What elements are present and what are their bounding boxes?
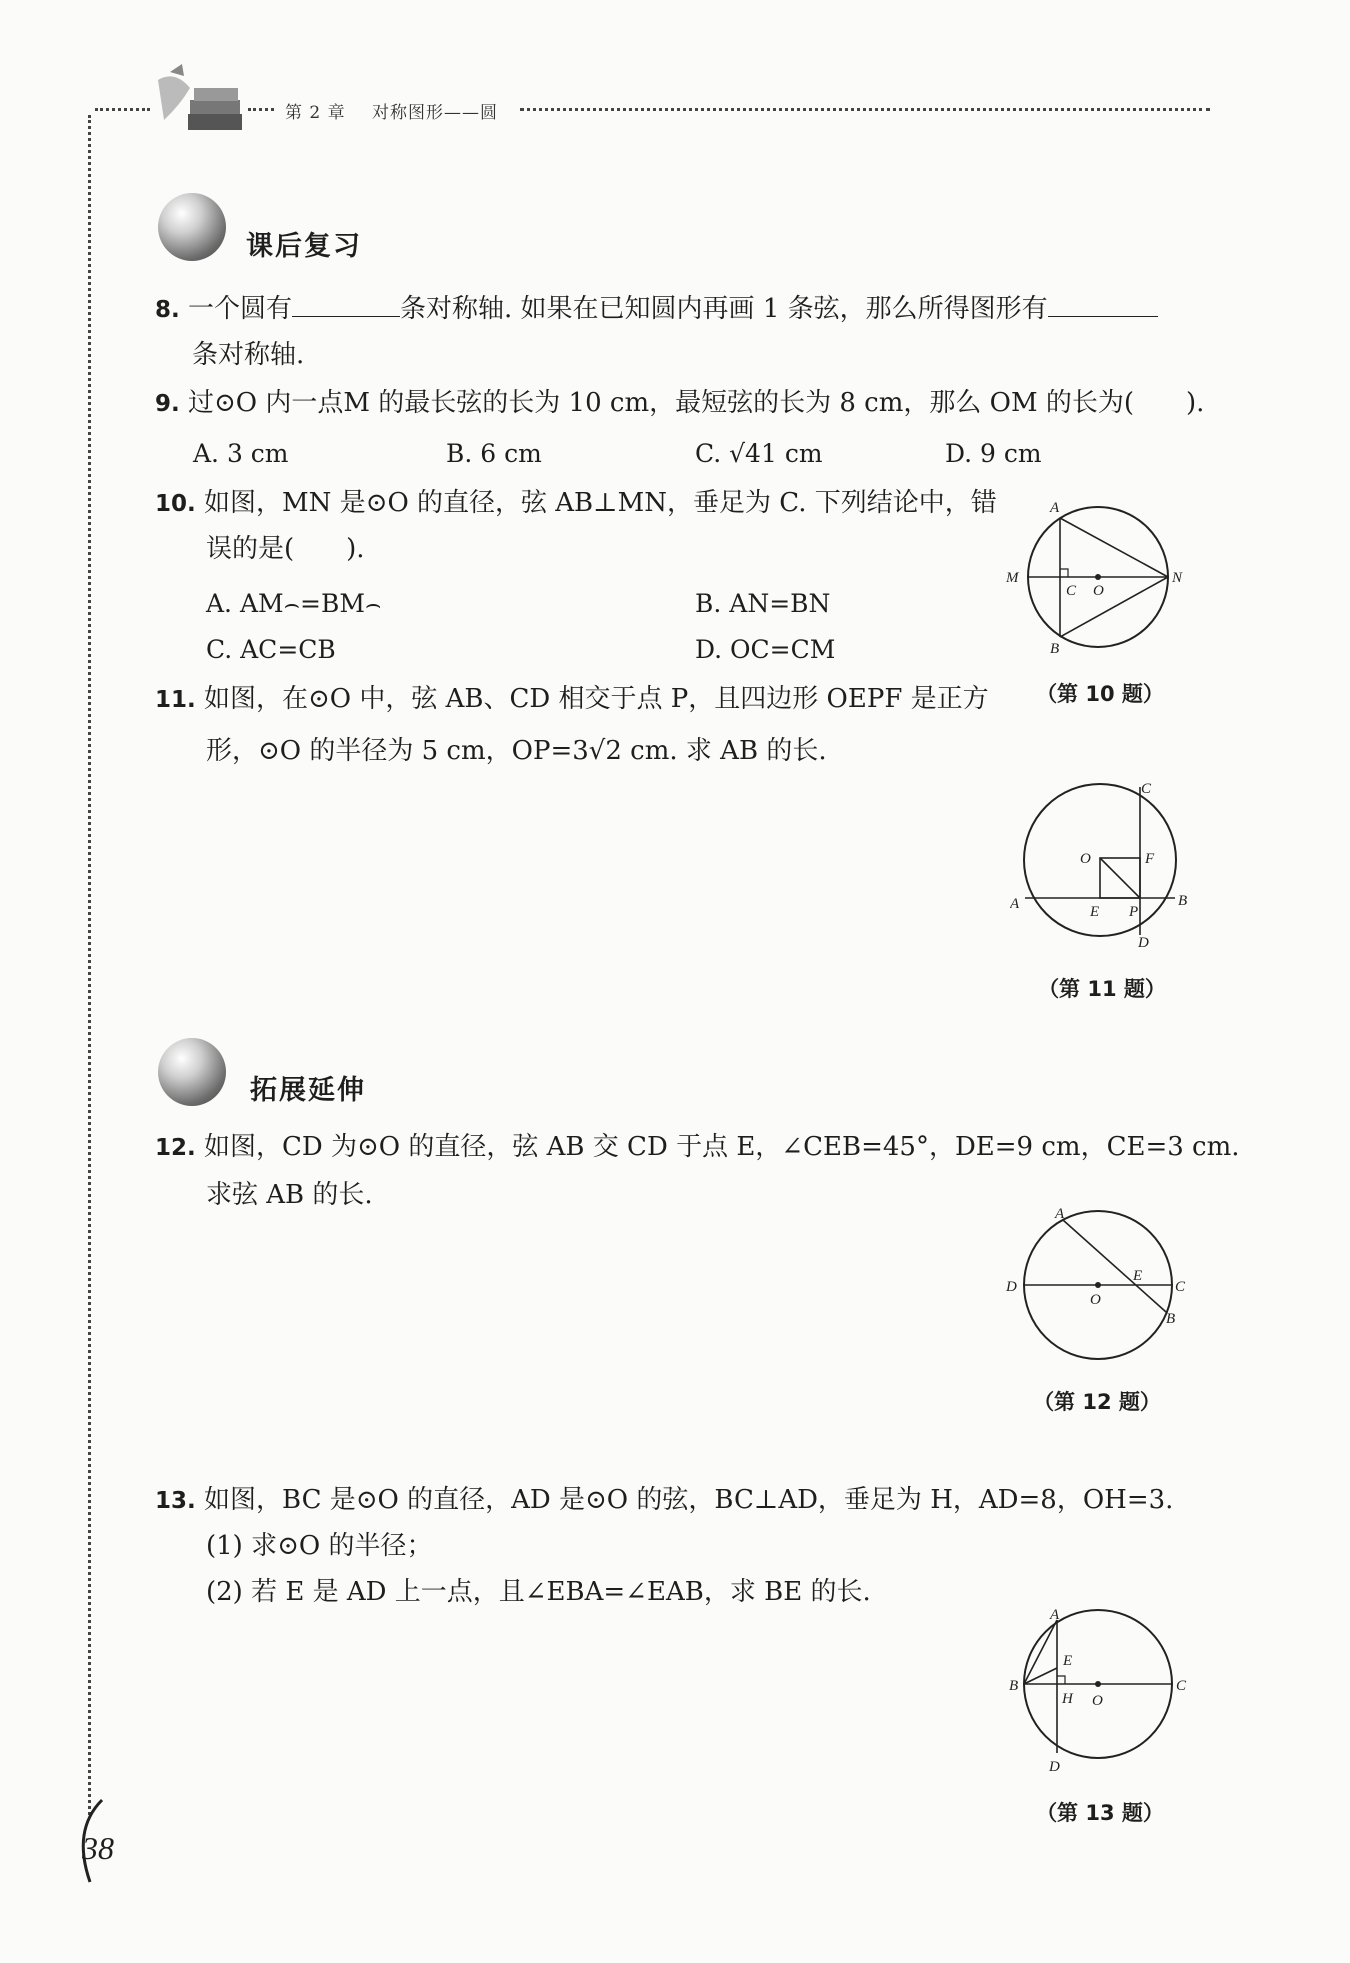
label-a: A xyxy=(1055,1206,1065,1222)
label-b: B xyxy=(1178,893,1188,909)
label-c: C xyxy=(1141,781,1152,797)
globe-icon xyxy=(158,1038,226,1106)
figure-11-caption: （第 11 题） xyxy=(1038,977,1166,1001)
label-d: D xyxy=(1138,935,1149,951)
answer-blank xyxy=(292,292,400,317)
label-o: O xyxy=(1093,583,1104,599)
page-number: 38 xyxy=(82,1830,114,1866)
question-13: 13. 如图，BC 是⊙O 的直径，AD 是⊙O 的弦，BC⊥AD，垂足为 H，AD=8，OH=3. xyxy=(155,1485,1174,1515)
question-12: 12. 如图，CD 为⊙O 的直径，弦 AB 交 CD 于点 E，∠CEB=45°，DE=9 cm，CE=3 cm. xyxy=(155,1132,1240,1162)
label-c: C xyxy=(1066,583,1077,599)
label-d: D xyxy=(1049,1759,1060,1775)
section-title-extend: 拓展延伸 xyxy=(250,1075,366,1106)
books-logo-icon xyxy=(150,60,245,140)
question-8: 8. 一个圆有 条对称轴. 如果在已知圆内再画 1 条弦，那么所得图形有 xyxy=(155,286,1158,333)
choice-a: A. AM⌢=BM⌢ xyxy=(206,589,382,618)
label-e: E xyxy=(1090,904,1100,920)
choice-b: B. 6 cm xyxy=(446,439,542,468)
header-dotline-left xyxy=(95,108,150,111)
question-13-part-2: (2) 若 E 是 AD 上一点，且∠EBA=∠EAB，求 BE 的长. xyxy=(206,1577,871,1607)
page-left-dotted-border xyxy=(88,115,91,1815)
label-c: C xyxy=(1176,1678,1187,1694)
chapter-title: 对称图形——圆 xyxy=(372,103,498,123)
label-o: O xyxy=(1090,1292,1101,1308)
question-10: 10. 如图，MN 是⊙O 的直径，弦 AB⊥MN，垂足为 C. 下列结论中，错 xyxy=(155,488,997,518)
question-8-line-2: 条对称轴. xyxy=(192,340,305,370)
chapter-label: 第 2 章 xyxy=(285,103,346,123)
choice-d: D. OC=CM xyxy=(695,635,836,664)
label-o: O xyxy=(1092,1693,1103,1709)
label-a: A xyxy=(1050,500,1060,516)
choice-c: C. √41 cm xyxy=(695,439,823,468)
label-a: A xyxy=(1010,896,1020,912)
choice-c: C. AC=CB xyxy=(206,635,336,664)
label-p: P xyxy=(1129,904,1139,920)
question-number: 8. xyxy=(155,297,180,323)
label-o: O xyxy=(1080,851,1091,867)
globe-icon xyxy=(158,193,226,261)
header-dotline-mid xyxy=(248,108,274,111)
label-e: E xyxy=(1063,1653,1073,1669)
label-e: E xyxy=(1133,1268,1143,1284)
header-logo xyxy=(150,60,245,140)
label-b: B xyxy=(1166,1311,1176,1327)
figure-11 xyxy=(1010,775,1210,955)
label-b: B xyxy=(1009,1678,1019,1694)
question-11-line-2: 形，⊙O 的半径为 5 cm，OP=3√2 cm. 求 AB 的长. xyxy=(206,736,827,766)
figure-12-caption: （第 12 题） xyxy=(1033,1390,1161,1414)
question-11: 11. 如图，在⊙O 中，弦 AB、CD 相交于点 P，且四边形 OEPF 是正方 xyxy=(155,684,989,714)
label-b: B xyxy=(1050,641,1060,657)
label-m: M xyxy=(1006,570,1019,586)
label-d: D xyxy=(1006,1279,1017,1295)
label-h: H xyxy=(1062,1691,1073,1707)
section-title-review: 课后复习 xyxy=(246,231,362,262)
answer-blank xyxy=(1048,292,1158,317)
choice-d: D. 9 cm xyxy=(945,439,1042,468)
choice-b: B. AN=BN xyxy=(695,589,831,618)
label-c: C xyxy=(1175,1279,1186,1295)
figure-13-caption: （第 13 题） xyxy=(1036,1801,1164,1825)
question-9: 9. 过⊙O 内一点M 的最长弦的长为 10 cm，最短弦的长为 8 cm，那么 OM 的长为( ). xyxy=(155,388,1205,418)
figure-13 xyxy=(1000,1605,1200,1775)
question-13-part-1: (1) 求⊙O 的半径； xyxy=(206,1531,433,1561)
label-f: F xyxy=(1145,851,1155,867)
label-a: A xyxy=(1050,1607,1060,1623)
figure-12 xyxy=(1000,1202,1200,1372)
choice-a: A. 3 cm xyxy=(193,439,289,468)
question-12-line-2: 求弦 AB 的长. xyxy=(206,1180,373,1210)
figure-10 xyxy=(1000,498,1200,658)
label-n: N xyxy=(1172,570,1183,586)
question-10-line-2: 误的是( ). xyxy=(206,534,365,564)
header-dotline-right xyxy=(520,108,1210,111)
figure-10-caption: （第 10 题） xyxy=(1036,682,1164,706)
